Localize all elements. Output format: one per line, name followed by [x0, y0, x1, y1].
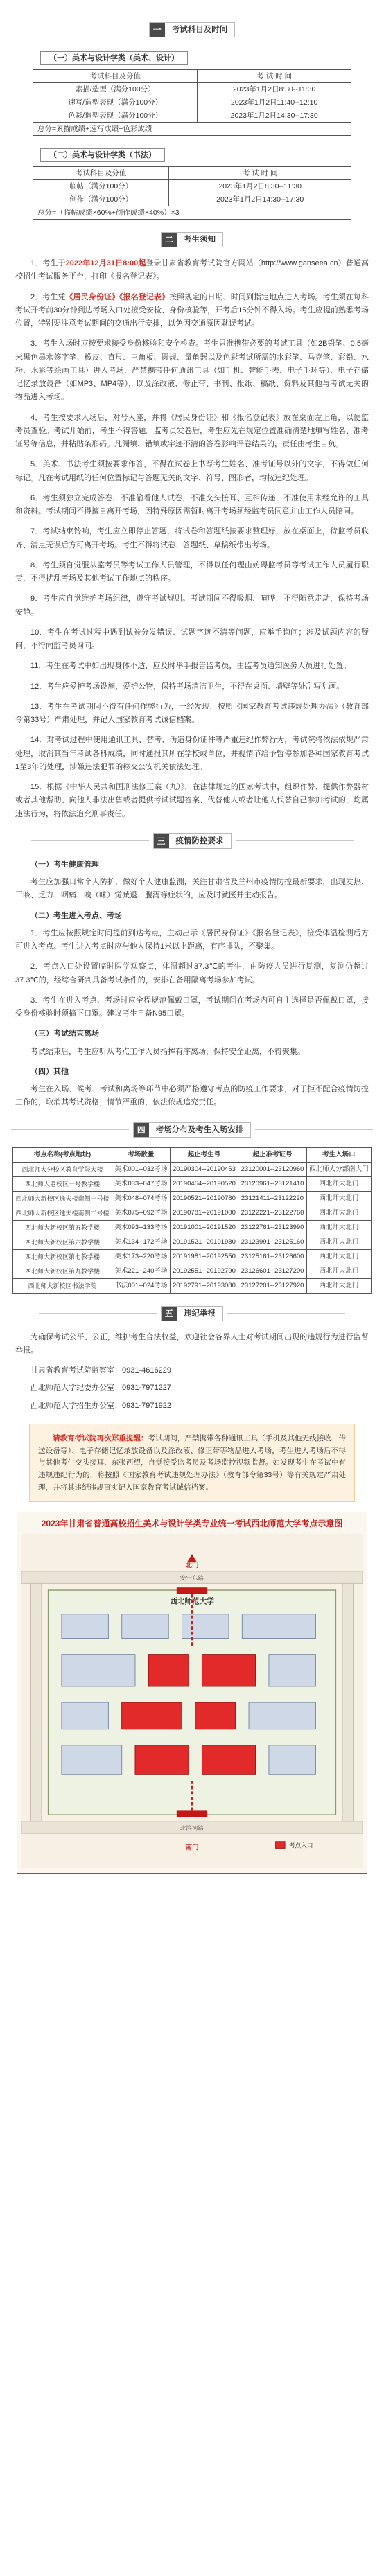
epidemic-item: 3．考生在进入考点、考场时应全程规范佩戴口罩，考试期间在考场内可自主选择是否佩戴口罩，接受身份核验时须摘下口罩。建议考生自备N95口罩。	[15, 996, 369, 1018]
notice-item: 4．考生按要求入场后，对号入座，并将《居民身份证》和《报名登记表》放在桌面左上角，以便监考员查验。考试开始前，考生不得答题。监考员发卷后，考生应先在规定位置准确清楚地填写姓名、准考证号等信息，并粘贴条形码。凡漏填、错填或字迹不清的答卷影响评卷结果的，责任由考生自负。	[15, 413, 369, 448]
art-subtitle: （一）美术与设计学类（美术、设计）	[40, 51, 188, 65]
epidemic-item: 2．考点入口处设置临时医学观察点，体温超过37.3℃的考生，由防疫人员进行复测，复测仍超过37.3℃的，经综合研判具备考试条件的，安排在备用隔离考场参加考试。	[15, 962, 369, 985]
calligraphy-schedule-table	[33, 166, 351, 220]
section-title: 疫情防控要求	[169, 834, 231, 848]
section-title: 考生须知	[177, 233, 222, 247]
table-header: 考 试 时 间	[198, 70, 351, 83]
road-label: 北滨河路	[180, 1824, 204, 1832]
table-header: 考场数量	[112, 1147, 171, 1162]
notice-item: 1．考生于2022年12月31日8:00起登录甘肃省教育考试院官方网站（http://www.ganseea.cn）普通高校招生考试服务平台，打印《报名登记表》。	[15, 259, 369, 281]
section-title: 考场分布及考生入场安排	[149, 1123, 251, 1137]
section-number: 二	[162, 233, 177, 247]
section-title: 考试科目及时间	[165, 23, 235, 37]
table-row: 西北师大新校区逸夫楼南侧一号楼 美术048--074考场 20190521--20190780 23121411--23122220 西北师大北门	[13, 1191, 372, 1206]
table-row: 西北师大新校区第九教学楼 美术221--240考场 20192551--20192790 23126601--23127200 西北师大北门	[13, 1264, 372, 1278]
table-row: 西北师大新校区逸夫楼南侧二号楼 美术075--092考场 20190781--20191000 23122221--23122760 西北师大北门	[13, 1206, 372, 1220]
notice-item: 6．考生须独立完成答卷，不准偷看他人试卷，不准交头接耳、互相传递，不准使用未经允许的工具和资料。考试期间不得擅自离开考场，因特殊原因需暂时离开考场须经监考员同意并由工作人员陪同。	[15, 493, 369, 515]
table-header: 考试科目及分值	[33, 167, 169, 180]
table-row: 西北师大新校区第六教学楼 美术134--172考场 20191521--20191980 23123991--23125160 西北师大北门	[13, 1235, 372, 1249]
report-phones	[30, 1364, 369, 1413]
notice-item: 2．考生凭《居民身份证》《报名登记表》按照规定的日期、时间到指定地点进入考场。考生须在每科考试开考前30分钟到达考场入口处接受安检、身份核验等，开考后15分钟不得入场。考生应提前熟悉考场位置，特别要注意考试期间的交通出行安排，以免因交通原因耽误考试。	[15, 292, 369, 328]
table-header: 考点名称(考点地址)	[13, 1147, 112, 1162]
total-row: 总分=（临帖成绩×60%+创作成绩×40%）×3	[33, 206, 351, 220]
section-number: 四	[134, 1123, 149, 1137]
table-header: 起止准考证号	[238, 1147, 307, 1162]
notice-item: 8．考生须自觉服从监考员等考试工作人员管理，不得以任何理由妨碍监考员等考试工作人员履行职责，不得扰乱考场及其他考试工作地点的秩序。	[15, 561, 369, 583]
section-header-3	[10, 833, 374, 849]
table-row: 西北师大新校区书法学院 书法001--024考场 20192791--20193080 23127201--23127920 西北师大北门	[13, 1278, 372, 1293]
calligraphy-subtitle: （二）美术与设计学类（书法）	[40, 148, 165, 162]
report-phone: 西北师范大学招生办公室：0931-7971922	[30, 1401, 171, 1410]
epidemic-category: （三）考试结束离场	[30, 1030, 99, 1039]
section-header-2	[10, 232, 374, 247]
section-number: 三	[154, 834, 169, 848]
table-header: 考 试 时 间	[169, 167, 351, 180]
notice-item: 10．考生在考试过程中遇到试卷分发错误、试题字迹不清等问题，应举手询问；涉及试题内容的疑问，不得向监考员询问。	[15, 628, 369, 650]
table-row: 西北师大新校区第七教学楼 美术173--220考场 20191981--20192550 23125161--23126600 西北师大北门	[13, 1249, 372, 1264]
map-drawing	[21, 1534, 363, 1868]
south-gate-label: 南门	[185, 1844, 199, 1852]
notice-item: 9．考生应自觉维护考场纪律，遵守考试规则。考试期间不得吸烟、喧哗，不得随意走动，保持考场安静。	[15, 594, 369, 617]
notice-item: 5．美术、书法考生须按要求作答，不得在试卷上书写考生姓名、准考证号以外的文字，不得做任何标记。凡在考试用纸的任何位置标记与答题无关的文字、符号、图形者，均按违纪处理。	[15, 460, 369, 482]
epidemic-item: 考生在入场、候考、考试和离场等环节中必须严格遵守考点的防疫工作要求，对于拒不配合疫情防控工作的，取消其考试资格；情节严重的，依法依规追究责任。	[15, 1085, 369, 1107]
notice-item: 11．考生在考试中如出现身体不适，应及时举手报告监考员，由监考员通知医务人员进行处置。	[30, 662, 351, 671]
table-row: 西北师大新校区第五教学楼 美术093--133考场 20191001--20191520 23122761--23123990 西北师大北门	[13, 1220, 372, 1235]
epidemic-category: （四）其他	[30, 1067, 69, 1076]
notice-item: 13．考生在考试期间不得有任何作弊行为，一经发现，按照《国家教育考试违规处理办法》（教育部令第33号）严肃处理，并记入国家教育考试诚信档案。	[15, 702, 369, 724]
notice-item: 7．考试结束铃响，考生应立即停止答题，将试卷和答题纸按要求整理好，放在桌面上，待监考员收齐、清点无误后方可离开考场。考生不得将试卷、答题纸、草稿纸带出考场。	[15, 527, 369, 549]
table-row: 临帖（满分100分） 2023年1月2日8:30--11:30	[33, 180, 351, 193]
table-row: 素描/造型（满分100分） 2023年1月2日8:30--11:30	[33, 83, 351, 96]
section-header-5	[10, 1306, 374, 1321]
notice-item: 3．考生入场时应按要求接受身份核验和安全检查。考生只准携带必要的考试工具（如2B铅笔、0.5毫米黑色墨水签字笔、橡皮、直尺、三角板、圆规、量角器以及色彩考试所需的水彩笔、马克笔、彩铅、水粉、水彩等绘画工具）进入考场，严禁携带任何通讯工具（如手机、智能手表、电子手环等）、电子存储记忆录放设备（如MP3、MP4等），以及涂改液、修正带、书刊、报纸、稿纸、资料及其他与考试无关的物品进入考场。	[15, 339, 369, 402]
map-title: 2023年甘肃省普通高校招生美术与设计学类专业统一考试西北师范大学考点示意图	[41, 1518, 343, 1528]
warning-body: 考试期间，严禁携带各种通讯工具（手机及其他无线接收、传送设备等）、电子存储记忆录放设备以及涂改液、修正带等物品进入考场，考生进入考场后不得与其他考生交头接耳、东张西望，自觉接受监考员及考场监控视频监督。如发现考生在考试中有违规违纪行为的，将按照《国家教育考试违规处理办法》（教育部令第33号）等有关规定严肃处理，并将其违纪违规事实记入国家教育考试诚信档案。	[38, 1433, 346, 1492]
notice-item: 14．对考试过程中使用通讯工具、替考、伪造身份证件等严重违纪作弊行为，考试院将依法依规严肃处理，取消其当年考试各科成绩，同时通报其所在学校或单位，并视情节给予暂停参加各种国家教育考试1至3年的处理，涉嫌违法犯罪的移交公安机关依法处理。	[15, 736, 369, 771]
section-header-1	[10, 22, 374, 37]
report-intro: 为确保考试公平、公正，维护考生合法权益，欢迎社会各界人士对考试期间出现的违规行为进行监督举报。	[15, 1332, 369, 1355]
school-label: 西北师范大学	[170, 1597, 214, 1606]
epidemic-item: 考试结束后，考生应听从考点工作人员指挥有序离场，保持安全距离，不得聚集。	[30, 1047, 305, 1056]
epidemic-category: （二）考生进入考点、考场	[30, 911, 122, 920]
legend-label: 考点入口	[288, 1842, 313, 1849]
epidemic-item: 考生应加强日常个人防护，做好个人健康监测，关注甘肃省及兰州市疫情防控最新要求，出现发热、干咳、乏力、咽痛、嗅（味）觉减退、腹泻等症状的，应及时就医并主动报告。	[15, 878, 369, 900]
table-row: 西北师大分校区教育学院大楼 美术001--032考场 20190304--20190453 23120001--23120960 西北师大分部南大门	[13, 1162, 372, 1176]
table-header: 考试科目及分值	[33, 70, 198, 83]
table-row: 创作（满分100分） 2023年1月2日14:30--17:30	[33, 193, 351, 206]
table-row: 色彩/造型表现（满分100分） 2023年1月2日14:30--17:30	[33, 109, 351, 123]
art-schedule-table	[33, 69, 351, 136]
table-header: 考生入场口	[306, 1147, 371, 1162]
section-header-4	[10, 1122, 374, 1138]
epidemic-category: （一）考生健康管理	[30, 860, 99, 869]
epidemic-item: 1．考生应按照规定时间提前到达考点，主动出示《居民身份证》《报名登记表》，接受体温检测后方可进入考点。考生进入考点时应与他人保持1米以上距离，有序排队，不聚集。	[15, 928, 369, 951]
total-row: 总分=素描成绩+速写成绩+色彩成绩	[33, 123, 351, 136]
venue-table	[12, 1147, 372, 1294]
north-gate-label: 北门	[185, 1562, 199, 1570]
report-phone: 西北师范大学纪委办公室：0931-7971227	[30, 1384, 171, 1393]
section-number: 一	[150, 23, 165, 37]
campus-map	[17, 1512, 367, 1874]
warning-box	[29, 1424, 355, 1502]
table-row: 西北师大老校区一号教学楼 美术033--047考场 20190454--20190520 23120961--23121410 西北师大北门	[13, 1176, 372, 1191]
section-title: 违纪举报	[177, 1307, 222, 1321]
report-phone: 甘肃省教育考试院监察室：0931-4616229	[30, 1366, 171, 1375]
section-number: 五	[162, 1307, 177, 1321]
table-row: 速写/造型表现（满分100分） 2023年1月2日11:40--12:10	[33, 96, 351, 109]
table-header: 起止考生号	[170, 1147, 238, 1162]
notice-item: 12．考生应爱护考场设施，爱护公物，保持考场清洁卫生，不得在桌面、墙壁等处乱写乱画。	[30, 682, 344, 691]
road-label: 安宁东路	[180, 1574, 204, 1582]
warning-lead: 请教育考试院再次郑重提醒：	[53, 1433, 148, 1443]
notice-item: 15．根据《中华人民共和国刑法修正案（九）》，在法律规定的国家考试中，组织作弊、提供作弊器材或者其他帮助、向他人非法出售或者提供考试试题答案、代替他人或者让他人代替自己参加考试的，均属违法行为，将依法追究刑事责任。	[15, 783, 369, 818]
